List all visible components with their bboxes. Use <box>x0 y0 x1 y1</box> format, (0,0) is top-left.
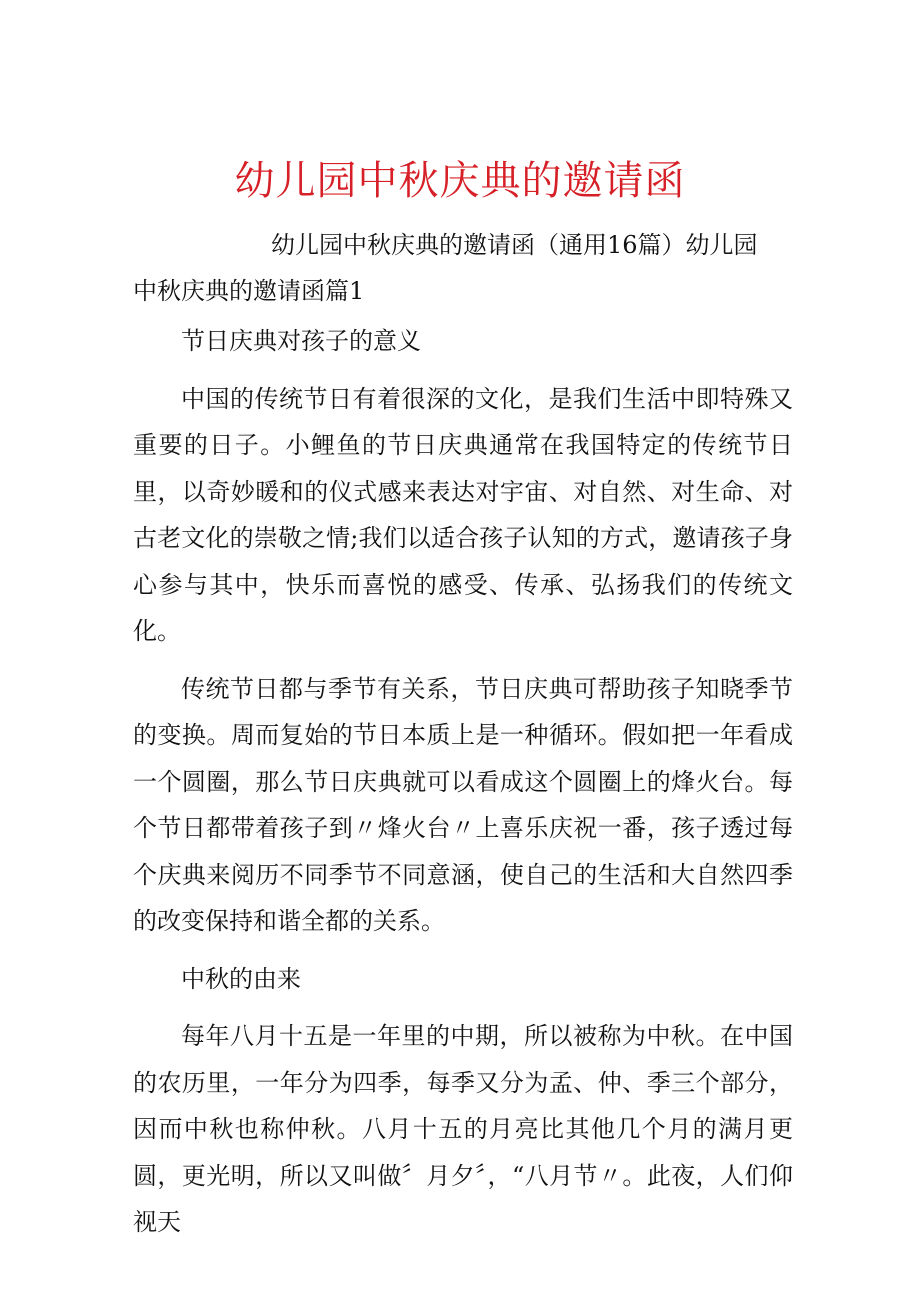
body-paragraph: 每年八月十五是一年里的中期，所以被称为中秋。在中国的农历里，一年分为四季，每季又分为孟、仲、季三个部分，因而中秋也称仲秋。八月十五的月亮比其他几个月的满月更圆，更光明，所以又叫做〞月夕〞，“八月节〃。此夜，人们仰视天 <box>133 1022 793 1236</box>
subtitle-line-2: 中秋庆典的邀请函篇1 <box>133 277 365 305</box>
subtitle-line-1: 幼儿园中秋庆典的邀请函（通用16篇）幼儿园 <box>271 231 758 259</box>
body-paragraph: 中国的传统节日有着很深的文化，是我们生活中即特殊又重要的日子。小鲤鱼的节日庆典通常在我国特定的传统节日里，以奇妙暖和的仪式感来表达对宇宙、对自然、对生命、对古老文化的崇敬之情;我们以适合孩子认知的方式，邀请孩子身心参与其中，快乐而喜悦的感受、传承、弘扬我们的传统文化。 <box>133 384 793 645</box>
section-heading: 节日庆典对孩子的意义 <box>181 327 421 355</box>
document-title: 幼儿园中秋庆典的邀请函 <box>234 158 686 204</box>
body-paragraph: 传统节日都与季节有关系，节日庆典可帮助孩子知晓季节的变换。周而复始的节日本质上是一种循环。假如把一年看成一个圆圈，那么节日庆典就可以看成这个圆圈上的烽火台。每个节日都带着孩子到〃烽火台〃上喜乐庆祝一番，孩子透过每个庆典来阅历不同季节不同意涵，使自己的生活和大自然四季的改变保持和谐全都的关系。 <box>133 674 793 935</box>
document-subtitle <box>133 222 793 314</box>
document-body <box>133 318 793 1246</box>
section-heading: 中秋的由来 <box>181 964 301 993</box>
